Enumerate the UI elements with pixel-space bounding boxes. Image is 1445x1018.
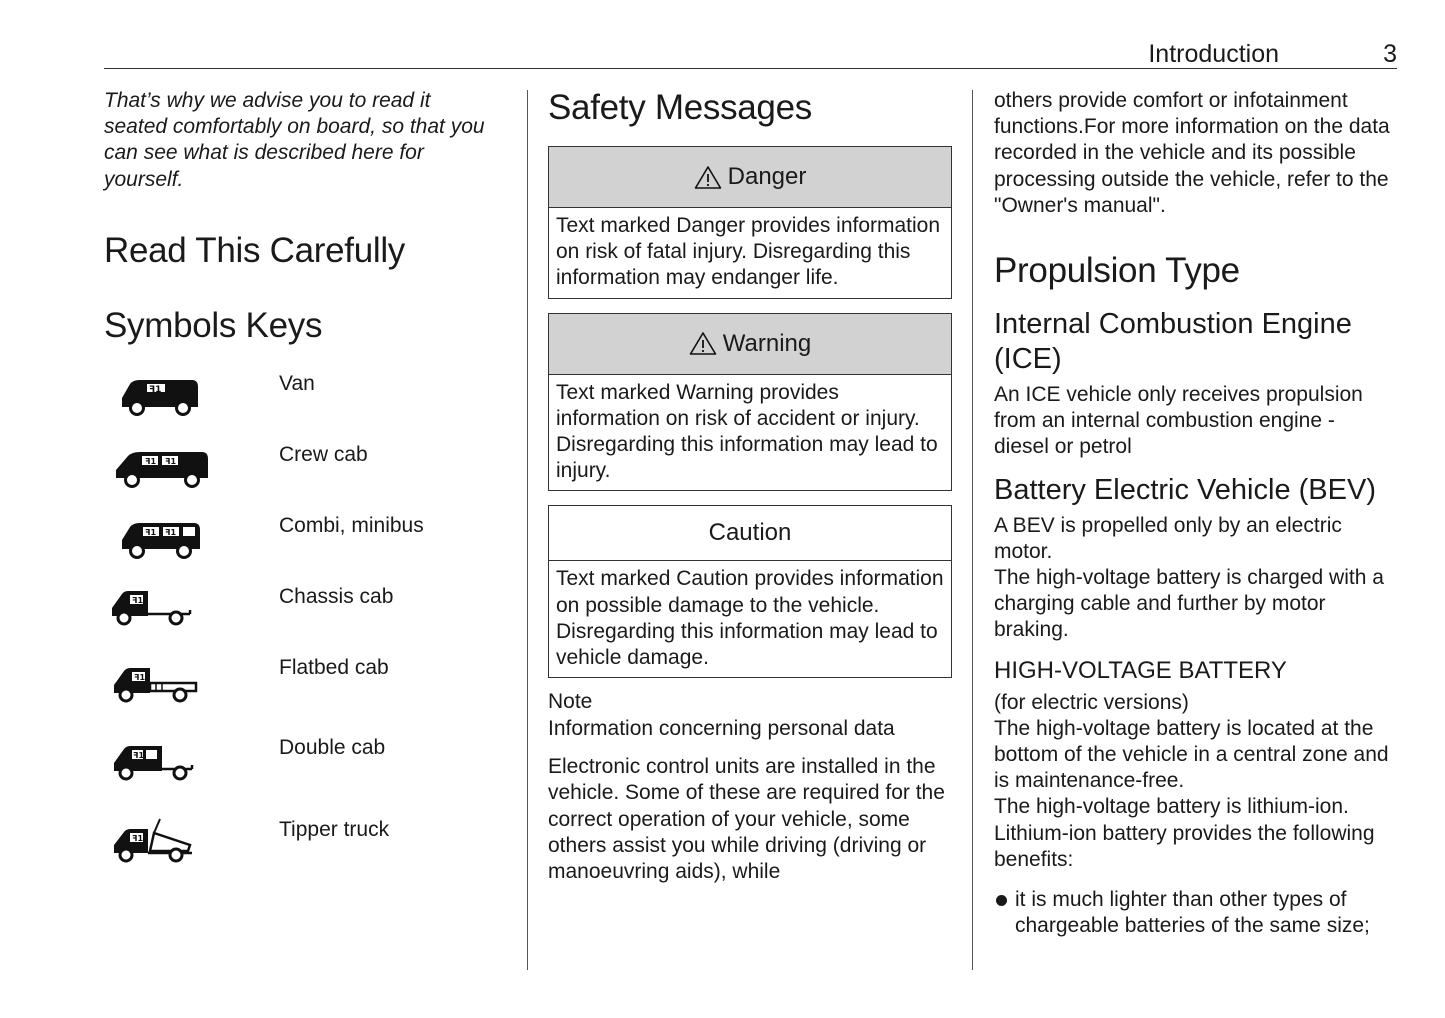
caution-header xyxy=(549,506,951,561)
hv-line-3: The high-voltage battery is lithium-ion. Lithium-ion battery provides the following benefits: xyxy=(994,795,1375,871)
column-divider-right xyxy=(972,90,973,970)
page-header xyxy=(104,38,1397,69)
svg-text:ꟻ1: ꟻ1 xyxy=(149,384,162,395)
crew-cab-icon xyxy=(110,442,210,492)
note-text: Electronic control units are installed in the vehicle. Some of these are required for the correct operation of your vehicle, some others assist you while driving (driving or manoeuvring aids), while xyxy=(548,755,945,884)
warning-body xyxy=(549,375,951,491)
bev-text-2: The high-voltage battery is charged with a charging cable and further by motor braking. xyxy=(994,566,1384,642)
svg-text:ꟻ1: ꟻ1 xyxy=(145,527,157,537)
symbol-label-double-cab: Double cab xyxy=(279,735,386,759)
svg-text:ꟻ1: ꟻ1 xyxy=(132,833,144,843)
svg-text:ꟻ1: ꟻ1 xyxy=(134,672,146,682)
svg-text:ꟻ1: ꟻ1 xyxy=(145,456,157,466)
chassis-cab-icon xyxy=(110,584,210,634)
heading-symbols-keys: Symbols Keys xyxy=(104,305,323,345)
danger-text-pre: Text marked xyxy=(556,214,677,237)
caution-title: Caution xyxy=(708,519,792,547)
warning-triangle-icon xyxy=(694,165,722,190)
symbol-label-tipper-truck: Tipper truck xyxy=(279,817,390,841)
svg-text:ꟻ1: ꟻ1 xyxy=(133,750,145,760)
svg-text:ꟻ1: ꟻ1 xyxy=(165,456,177,466)
double-cab-icon xyxy=(110,739,210,789)
danger-body xyxy=(549,208,951,298)
symbol-label-van: Van xyxy=(279,371,315,395)
right-column xyxy=(994,88,1394,939)
symbol-row-combi xyxy=(104,513,499,584)
middle-column xyxy=(548,88,952,885)
intro-text: That’s why we advise you to read it seated comfortably on board, so that you can see what is described here for yourself. xyxy=(104,89,485,191)
symbol-row-crew-cab xyxy=(104,442,499,513)
heading-propulsion-type: Propulsion Type xyxy=(994,251,1240,291)
list-item: it is much lighter than other types of chargeable batteries of the same size; xyxy=(994,887,1394,939)
flatbed-cab-icon xyxy=(110,661,210,711)
danger-header xyxy=(549,147,951,208)
heading-safety-messages: Safety Messages xyxy=(548,88,812,127)
caution-body xyxy=(549,561,951,677)
symbol-row-tipper-truck xyxy=(104,817,499,888)
hv-line-2: The high-voltage battery is located at the bottom of the vehicle in a central zone and is maintenance-free. xyxy=(994,716,1389,793)
danger-text-post: provides information on risk of fatal injury. Disregarding this information may endanger life. xyxy=(556,214,941,290)
owners-manual-reference: "Owner's manual" xyxy=(994,193,1160,217)
hv-line-1: (for electric versions) xyxy=(994,690,1189,714)
combi-minibus-icon xyxy=(110,513,210,563)
warning-text-post: provides information on risk of accident or injury. Disregarding this information may lead to injury. xyxy=(556,380,938,483)
note-label: Note xyxy=(548,690,593,714)
caution-text-pre: Text marked xyxy=(556,567,677,591)
caution-paragraph-1 xyxy=(556,566,944,618)
data-continuation-end: . xyxy=(1159,193,1166,217)
data-continuation-body: others provide comfort or infotainment functions.For more information on the data recorded in the vehicle and its possible processing outside the vehicle, refer to the xyxy=(994,89,1390,191)
danger-box xyxy=(548,146,952,299)
heading-read-carefully: Read This Carefully xyxy=(104,230,406,270)
ice-text: An ICE vehicle only receives propulsion from an internal combustion engine - diesel or petrol xyxy=(994,383,1363,459)
benefits-list xyxy=(994,887,1394,939)
section-title: Introduction xyxy=(1148,40,1279,68)
caution-keyword: Caution xyxy=(676,567,749,591)
symbols-list xyxy=(104,371,499,888)
warning-triangle-icon xyxy=(689,331,717,356)
symbol-label-chassis-cab: Chassis cab xyxy=(279,584,394,608)
symbol-row-chassis-cab xyxy=(104,584,499,655)
symbol-label-combi: Combi, minibus xyxy=(279,513,424,537)
caution-box xyxy=(548,505,952,678)
column-divider-left xyxy=(527,90,528,970)
note-title: Information concerning personal data xyxy=(548,717,895,741)
caution-text-post: provides information on possible damage to the vehicle. xyxy=(556,567,944,617)
heading-ice: Internal Combustion Engine (ICE) xyxy=(994,308,1352,376)
danger-keyword: Danger xyxy=(676,214,746,237)
tipper-truck-icon xyxy=(110,815,210,865)
data-continuation-text xyxy=(994,88,1394,219)
symbol-label-flatbed-cab: Flatbed cab xyxy=(279,655,389,679)
symbol-row-double-cab xyxy=(104,735,499,817)
caution-paragraph-2: Disregarding this information may lead to vehicle damage. xyxy=(556,619,938,670)
symbol-label-crew-cab: Crew cab xyxy=(279,442,368,466)
warning-box xyxy=(548,313,952,492)
van-icon xyxy=(110,371,210,421)
warning-text-pre: Text marked xyxy=(556,380,677,404)
symbol-row-van xyxy=(104,371,499,442)
heading-bev: Battery Electric Vehicle (BEV) xyxy=(994,473,1376,506)
warning-header xyxy=(549,314,951,375)
page-number: 3 xyxy=(1383,40,1397,68)
warning-title: Warning xyxy=(722,329,812,357)
warning-keyword: Warning xyxy=(676,380,754,404)
heading-high-voltage-battery: HIGH-VOLTAGE BATTERY xyxy=(994,656,1287,684)
svg-text:ꟻ1: ꟻ1 xyxy=(165,527,177,537)
danger-title: Danger xyxy=(727,163,807,190)
symbol-row-flatbed-cab xyxy=(104,655,499,735)
bev-text-1: A BEV is propelled only by an electric motor. xyxy=(994,513,1342,563)
left-column xyxy=(104,88,499,888)
svg-text:ꟻ1: ꟻ1 xyxy=(132,595,144,605)
